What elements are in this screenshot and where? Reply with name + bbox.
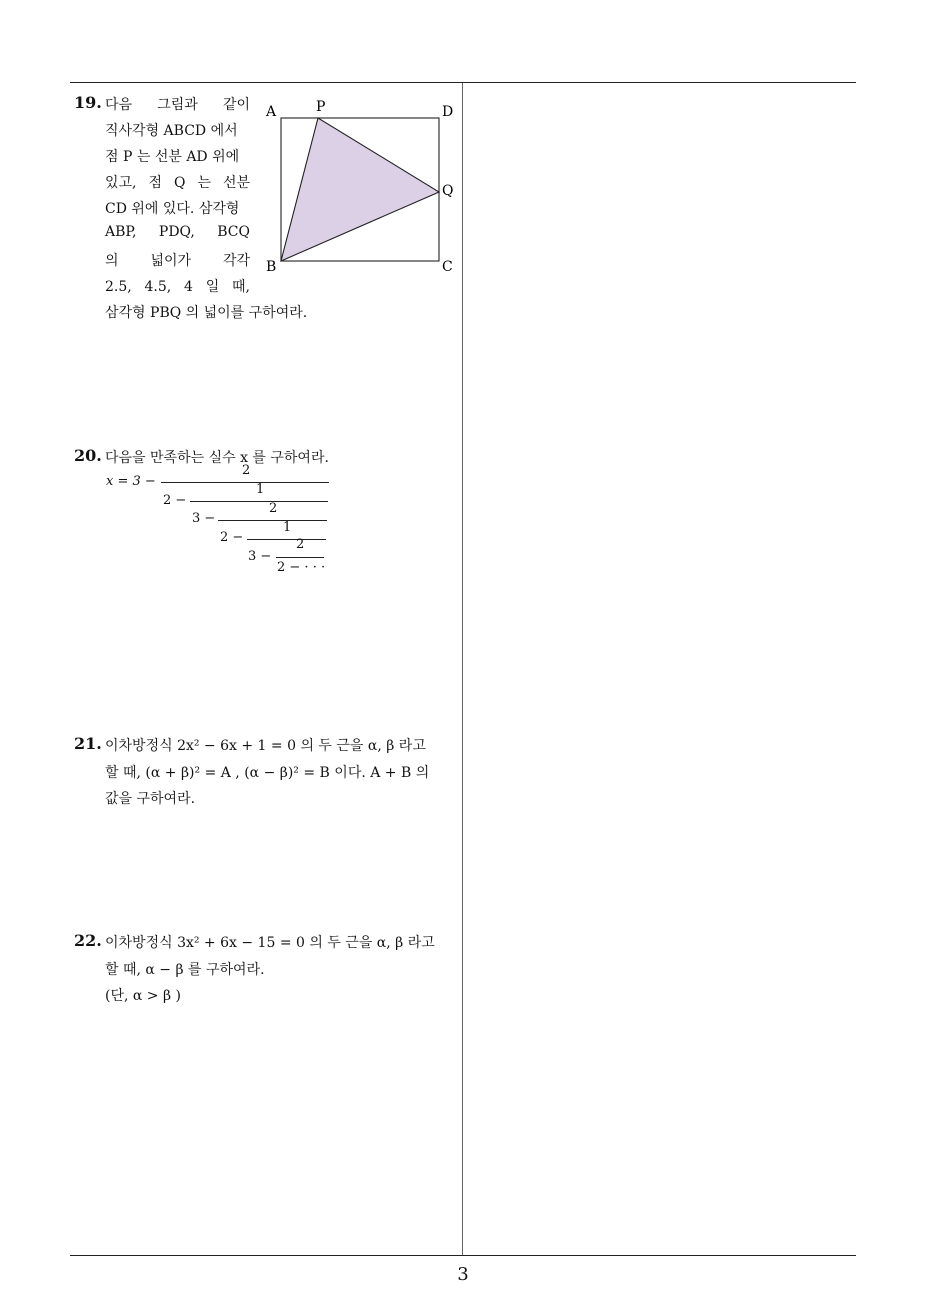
label-q: Q — [442, 183, 454, 199]
problem-text-line: 2.5, 4.5, 4 일 때, — [105, 279, 250, 295]
fraction-num-1: 2 — [242, 463, 251, 478]
problem-text-line: ABP, PDQ, BCQ — [105, 224, 250, 240]
problem-number: 21. — [74, 734, 102, 753]
triangle-pbq — [281, 118, 439, 261]
problem-text-line: 직사각형 ABCD 에서 — [105, 123, 238, 139]
problem-number: 20. — [74, 446, 102, 465]
fraction-num-5: 2 — [296, 537, 305, 552]
problem-text-line: 삼각형 PBQ 의 넓이를 구하여라. — [105, 305, 308, 321]
fraction-bar-2 — [190, 501, 328, 502]
column-divider — [462, 83, 463, 1255]
problem-text-line: 이차방정식 2x² − 6x + 1 = 0 의 두 근을 α, β 라고 — [105, 738, 426, 754]
fraction-num-2: 1 — [256, 482, 265, 497]
problem-text-line: 있고, 점 Q 는 선분 — [105, 175, 250, 191]
problem-text-line: 할 때, (α + β)² = A , (α − β)² = B 이다. A + B 의 — [105, 765, 430, 781]
problem-text-line: 점 P 는 선분 AD 위에 — [105, 149, 240, 165]
problem-22 — [74, 931, 459, 1011]
problem-text-line: 할 때, α − β 를 구하여라. — [105, 962, 265, 978]
fraction-lhs: x = 3 − — [106, 474, 156, 489]
fraction-den-prefix-1: 2 − — [163, 493, 187, 508]
problem-text-line: (단, α > β ) — [105, 988, 181, 1004]
label-b: B — [266, 259, 277, 275]
problem-text-line: CD 위에 있다. 삼각형 — [105, 201, 240, 217]
rectangle-figure — [262, 96, 462, 278]
problem-text-line: 다음 그림과 같이 — [105, 97, 250, 113]
page-number: 3 — [457, 1264, 469, 1285]
fraction-den-prefix-3: 2 − — [220, 530, 244, 545]
problem-text-line: 의 넓이가 각각 — [105, 253, 250, 269]
fraction-bar-5 — [276, 557, 324, 558]
fraction-den-prefix-2: 3 − — [192, 511, 216, 526]
label-c: C — [442, 259, 453, 275]
problem-number: 22. — [74, 931, 102, 950]
bottom-rule — [70, 1255, 856, 1256]
fraction-bar-4 — [247, 539, 326, 540]
label-p: P — [316, 99, 326, 115]
fraction-bar-3 — [218, 520, 327, 521]
problem-21 — [74, 734, 459, 814]
fraction-num-3: 2 — [269, 501, 278, 516]
fraction-bar-1 — [161, 482, 329, 483]
problem-text-line: 값을 구하여라. — [105, 791, 196, 807]
label-d: D — [442, 104, 454, 120]
problem-prompt: 다음을 만족하는 실수 x 를 구하여라. — [105, 450, 329, 466]
label-a: A — [266, 104, 277, 120]
problem-number: 19. — [74, 93, 102, 112]
problem-20 — [74, 446, 459, 586]
fraction-den-prefix-4: 3 − — [248, 549, 272, 564]
fraction-num-4: 1 — [283, 520, 292, 535]
problem-text-line: 이차방정식 3x² + 6x − 15 = 0 의 두 근을 α, β 라고 — [105, 935, 435, 951]
fraction-den-5: 2 − · · · — [277, 560, 326, 575]
